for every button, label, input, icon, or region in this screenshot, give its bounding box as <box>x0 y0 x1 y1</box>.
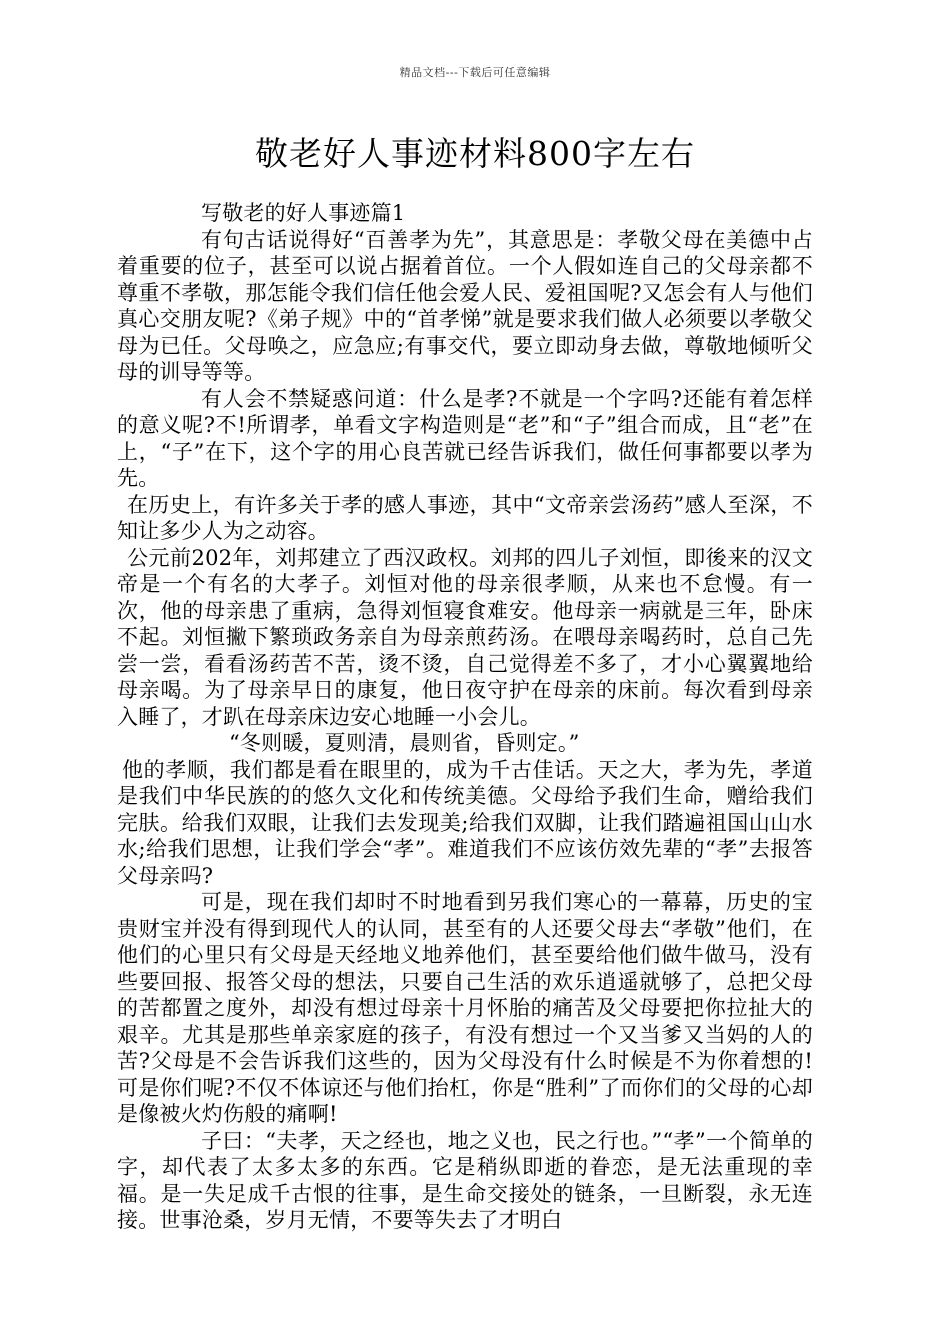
paragraph: 子曰：“夫孝，天之经也，地之义也，民之行也。”“孝”一个简单的字，却代表了太多太多的东西。它是稍纵即逝的眷恋，是无法重现的幸福。是一失足成千古恨的往事，是生命交接处的链条，一旦断裂，永无连接。世事沧桑，岁月无情，不要等失去了才明白 <box>117 1128 813 1232</box>
paragraph: 公元前202年，刘邦建立了西汉政权。刘邦的四儿子刘恒，即後来的汉文帝是一个有名的大孝子。刘恒对他的母亲很孝顺，从来也不怠慢。有一次，他的母亲患了重病，急得刘恒寝食难安。他母亲一病就是三年，卧床不起。刘恒撇下繁琐政务亲自为母亲煎药汤。在喂母亲喝药时，总自己先尝一尝，看看汤药苦不苦，烫不烫，自己觉得差不多了，才小心翼翼地给母亲喝。为了母亲早日的康复，他日夜守护在母亲的床前。每次看到母亲入睡了，才趴在母亲床边安心地睡一小会儿。 <box>117 545 813 729</box>
header-note: 精品文档---下载后可任意编辑 <box>399 66 551 79</box>
document-title: 敬老好人事迹材料800字左右 <box>255 134 695 173</box>
paragraph: 有句古话说得好“百善孝为先”，其意思是：孝敬父母在美德中占着重要的位子，甚至可以说占据着首位。一个人假如连自己的父母亲都不尊重不孝敬，那怎能令我们信任他会爱人民、爱祖国呢?又怎会有人与他们真心交朋友呢?《弟子规》中的“首孝悌”就是要求我们做人必须要以孝敬父母为已任。父母唤之，应急应;有事交代，要立即动身去做，尊敬地倾听父母的训导等等。 <box>117 227 813 384</box>
paragraph: 在历史上，有许多关于孝的感人事迹，其中“文帝亲尝汤药”感人至深，不知让多少人为之动容。 <box>117 492 813 543</box>
section-heading: 写敬老的好人事迹篇1 <box>201 201 406 225</box>
paragraph: 他的孝顺，我们都是看在眼里的，成为千古佳话。天之大，孝为先，孝道是我们中华民族的的悠久文化和传统美德。父母给予我们生命，赠给我们完肤。给我们双眼，让我们去发现美;给我们双脚，让我们踏遍祖国山山水水;给我们思想，让我们学会“孝”。难道我们不应该仿效先辈的“孝”去报答父母亲吗? <box>117 757 813 888</box>
quote-paragraph: “冬则暖，夏则清，晨则省，昏则定。” <box>229 731 580 755</box>
document-body <box>117 200 813 1234</box>
paragraph: 有人会不禁疑惑问道：什么是孝?不就是一个字吗?还能有着怎样的意义呢?不!所谓孝，单看文字构造则是“老”和“子”组合而成，且“老”在上，“子”在下，这个字的用心良苦就已经告诉我们，做任何事都要以孝为先。 <box>117 386 813 490</box>
paragraph: 可是，现在我们却时不时地看到另我们寒心的一幕幕，历史的宝贵财宝并没有得到现代人的认同，甚至有的人还要父母去“孝敬”他们，在他们的心里只有父母是天经地义地养他们，甚至要给他们做牛做马，没有些要回报、报答父母的想法，只要自己生活的欢乐逍遥就够了，总把父母的苦都置之度外，却没有想过母亲十月怀胎的痛苦及父母要把你拉扯大的艰辛。尤其是那些单亲家庭的孩子，有没有想过一个又当爹又当妈的人的苦?父母是不会告诉我们这些的，因为父母没有什么时候是不为你着想的!可是你们呢?不仅不体谅还与他们抬杠，你是“胜利”了而你们的父母的心却是像被火灼伤般的痛啊! <box>117 890 813 1126</box>
